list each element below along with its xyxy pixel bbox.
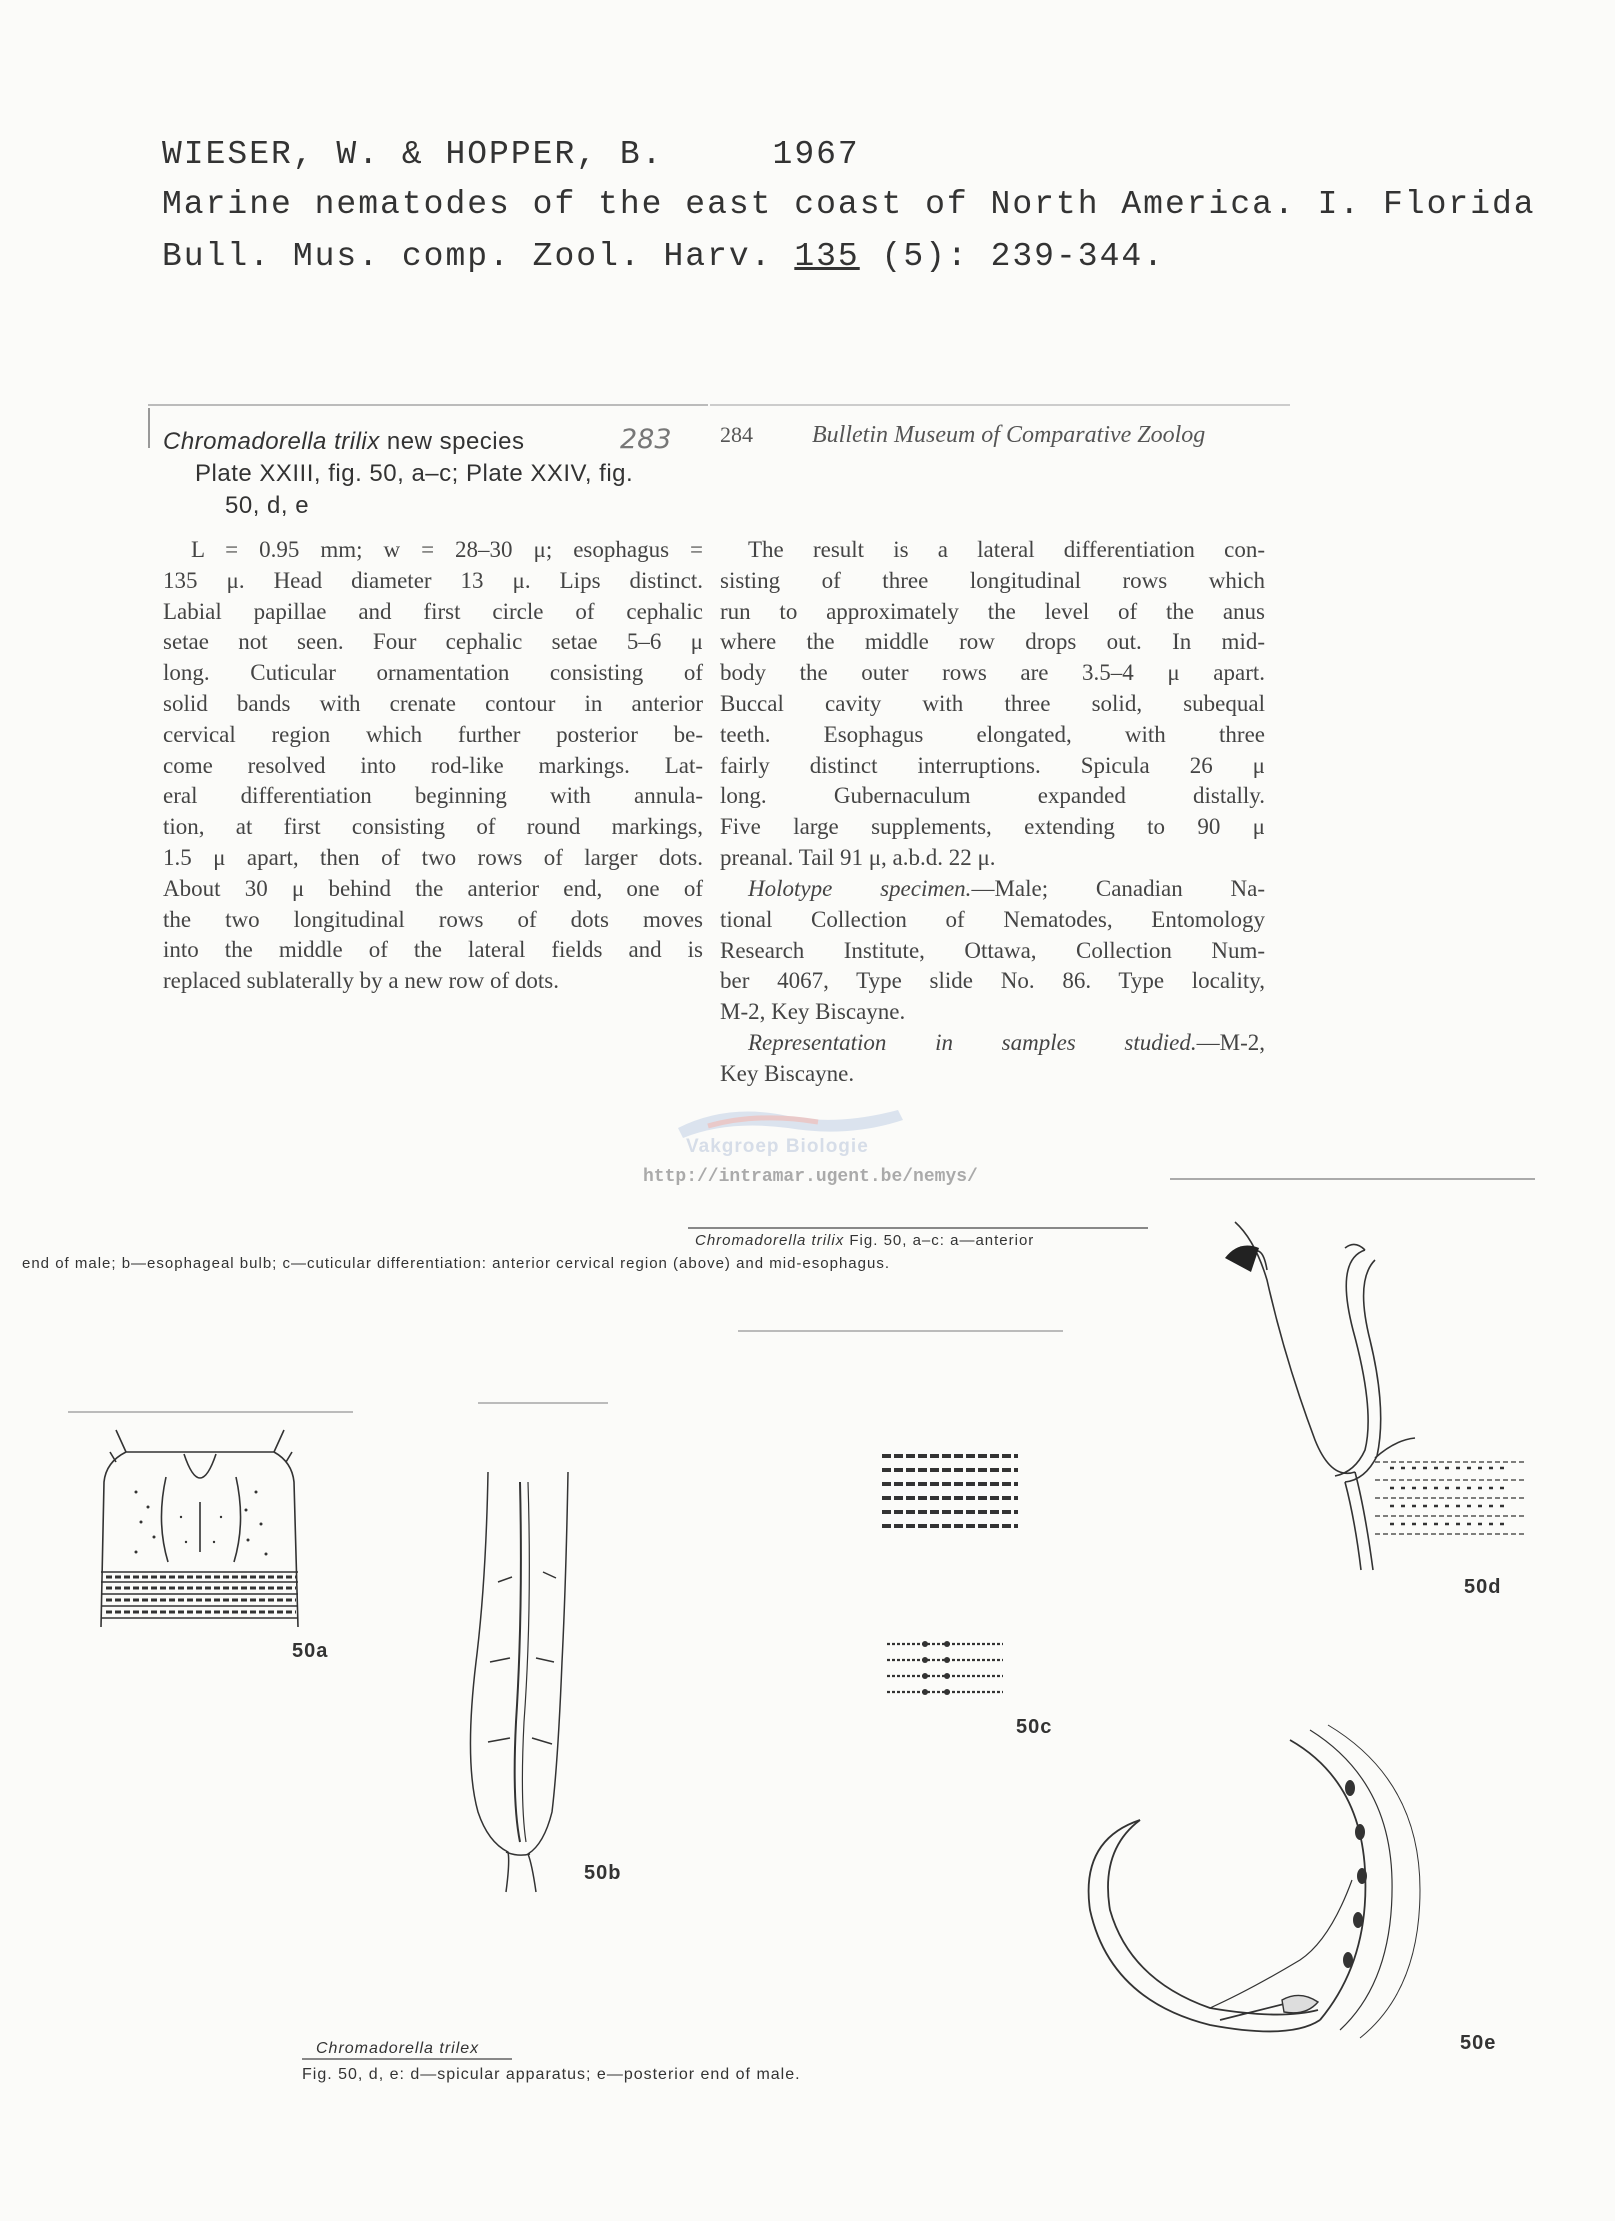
left-column-line-13: the two longitudinal rows of dots moves — [163, 906, 703, 932]
right-column-line-5: body the outer rows are 3.5–4 μ apart. — [720, 660, 1265, 686]
left-column-line-12: About 30 μ behind the anterior end, one of — [163, 875, 703, 901]
left-column-line-2: 135 μ. Head diameter 13 μ. Lips distinct. — [163, 567, 703, 593]
left-column-line-14: into the middle of the lateral fields and is — [163, 937, 703, 963]
left-column-line-10: tion, at first consisting of round markings, — [163, 814, 703, 840]
figure-50c-mid-esophagus — [885, 1638, 1005, 1704]
watermark-text: Vakgroep Biologie — [686, 1136, 869, 1157]
plate-rule-b — [478, 1402, 608, 1404]
figure-label-50d: 50d — [1464, 1576, 1502, 1598]
plates-line-2: 50, d, e — [225, 492, 310, 519]
left-column-line-11: 1.5 μ apart, then of two rows of larger dots. — [163, 844, 703, 870]
caption-top-species: Chromadorella trilix — [695, 1232, 845, 1249]
right-column-line-11: preanal. Tail 91 μ, a.b.d. 22 μ. — [720, 844, 996, 870]
figure-50d-spicular-apparatus — [1205, 1210, 1530, 1580]
left-column-line-1: L = 0.95 mm; w = 28–30 μ; esophagus = — [191, 537, 703, 562]
card-authors: WIESER, W. & HOPPER, B. — [162, 136, 664, 173]
left-column-line-4: setae not seen. Four cephalic setae 5–6 μ — [163, 629, 703, 655]
figure-label-50b: 50b — [584, 1862, 622, 1884]
plates-line-1: Plate XXIII, fig. 50, a–c; Plate XXIV, fig. — [195, 460, 634, 487]
running-head: Bulletin Museum of Comparative Zoolog — [812, 422, 1206, 448]
holotype-line-5: M-2, Key Biscayne. — [720, 999, 906, 1025]
figure-label-50e: 50e — [1460, 2032, 1497, 2054]
holotype-line-2: tional Collection of Nematodes, Entomology — [720, 906, 1265, 932]
figure-50b-esophageal-bulb — [448, 1462, 588, 1892]
figure-50e-posterior-end — [1070, 1720, 1450, 2040]
left-column-line-15: replaced sublaterally by a new row of dots. — [163, 968, 559, 994]
handwritten-page-number: 283 — [620, 424, 672, 455]
watermark-url: http://intramar.ugent.be/nemys/ — [643, 1167, 978, 1187]
caption-bottom-species: Chromadorella trilex — [316, 2040, 480, 2057]
caption-bottom-line: Fig. 50, d, e: d—spicular apparatus; e—posterior end of male. — [302, 2066, 801, 2083]
left-column-line-8: come resolved into rod-like markings. Lat- — [163, 752, 703, 778]
plate-rule-mid — [738, 1330, 1063, 1332]
clipping-corner-mark — [148, 408, 150, 448]
right-column-line-9: long. Gubernaculum expanded distally. — [720, 783, 1265, 809]
caption-top-line1-rest: Fig. 50, a–c: a—anterior — [849, 1232, 1035, 1249]
clipping-top-rule-left — [148, 404, 708, 406]
right-column-line-8: fairly distinct interruptions. Spicula 26 μ — [720, 752, 1265, 778]
figure-50c-anterior-cervical — [880, 1450, 1020, 1538]
right-column-line-3: run to approximately the level of the anus — [720, 598, 1265, 624]
holotype-line-1: —Male; Canadian Na- — [971, 876, 1266, 901]
left-column-body — [163, 535, 703, 997]
right-column-line-6: Buccal cavity with three solid, subequal — [720, 690, 1265, 716]
card-journal: Bull. Mus. comp. Zool. Harv. — [162, 238, 773, 275]
holotype-paragraph — [720, 874, 1265, 1090]
right-column-line-4: where the middle row drops out. In mid- — [720, 629, 1265, 655]
species-heading — [163, 428, 524, 456]
card-year: 1967 — [772, 136, 860, 173]
holotype-line-3: Research Institute, Ottawa, Collection Num- — [720, 937, 1265, 963]
figure-label-50a: 50a — [292, 1640, 329, 1662]
caption-top-line-2: end of male; b—esophageal bulb; c—cuticular differentiation: anterior cervical region (above) and mid-esophagus. — [22, 1255, 890, 1272]
right-page-number: 284 — [720, 422, 753, 447]
caption-top-line-1 — [695, 1232, 1034, 1249]
species-name: Chromadorella trilix — [163, 428, 380, 455]
card-citation-line-1 — [162, 136, 860, 173]
species-suffix: new species — [386, 428, 525, 455]
left-column-line-7: cervical region which further posterior be- — [163, 721, 703, 747]
caption-rule — [688, 1227, 1148, 1229]
holotype-label: Holotype specimen. — [748, 876, 972, 901]
caption-bottom-rule — [302, 2058, 512, 2060]
clipping-top-rule-right — [710, 404, 1290, 406]
right-column-body — [720, 535, 1265, 874]
card-citation-line-3 — [162, 238, 1165, 275]
representation-line-2: Key Biscayne. — [720, 1060, 855, 1086]
holotype-line-4: ber 4067, Type slide No. 86. Type locality, — [720, 968, 1265, 994]
card-volume: 135 — [794, 238, 860, 275]
left-column-line-9: eral differentiation beginning with annula- — [163, 783, 703, 809]
card-issue-pages: (5): 239-344. — [881, 238, 1165, 275]
left-column-line-5: long. Cuticular ornamentation consisting of — [163, 660, 703, 686]
figure-50a-anterior-end — [96, 1422, 306, 1632]
right-column-line-2: sisting of three longitudinal rows which — [720, 567, 1265, 593]
plate-rule-right — [1170, 1178, 1535, 1180]
left-column-line-6: solid bands with crenate contour in anterior — [163, 690, 703, 716]
right-column-line-10: Five large supplements, extending to 90 μ — [720, 814, 1265, 840]
representation-rest: —M-2, — [1196, 1029, 1265, 1055]
left-column-line-3: Labial papillae and first circle of cephalic — [163, 598, 703, 624]
card-title: Marine nematodes of the east coast of North America. I. Florida — [162, 186, 1536, 223]
representation-label: Representation in samples studied. — [748, 1029, 1197, 1055]
plate-rule-left — [68, 1411, 353, 1413]
right-column-line-7: teeth. Esophagus elongated, with three — [720, 721, 1265, 747]
right-column-line-1: The result is a lateral differentiation con- — [748, 537, 1265, 562]
figure-label-50c: 50c — [1016, 1716, 1053, 1738]
